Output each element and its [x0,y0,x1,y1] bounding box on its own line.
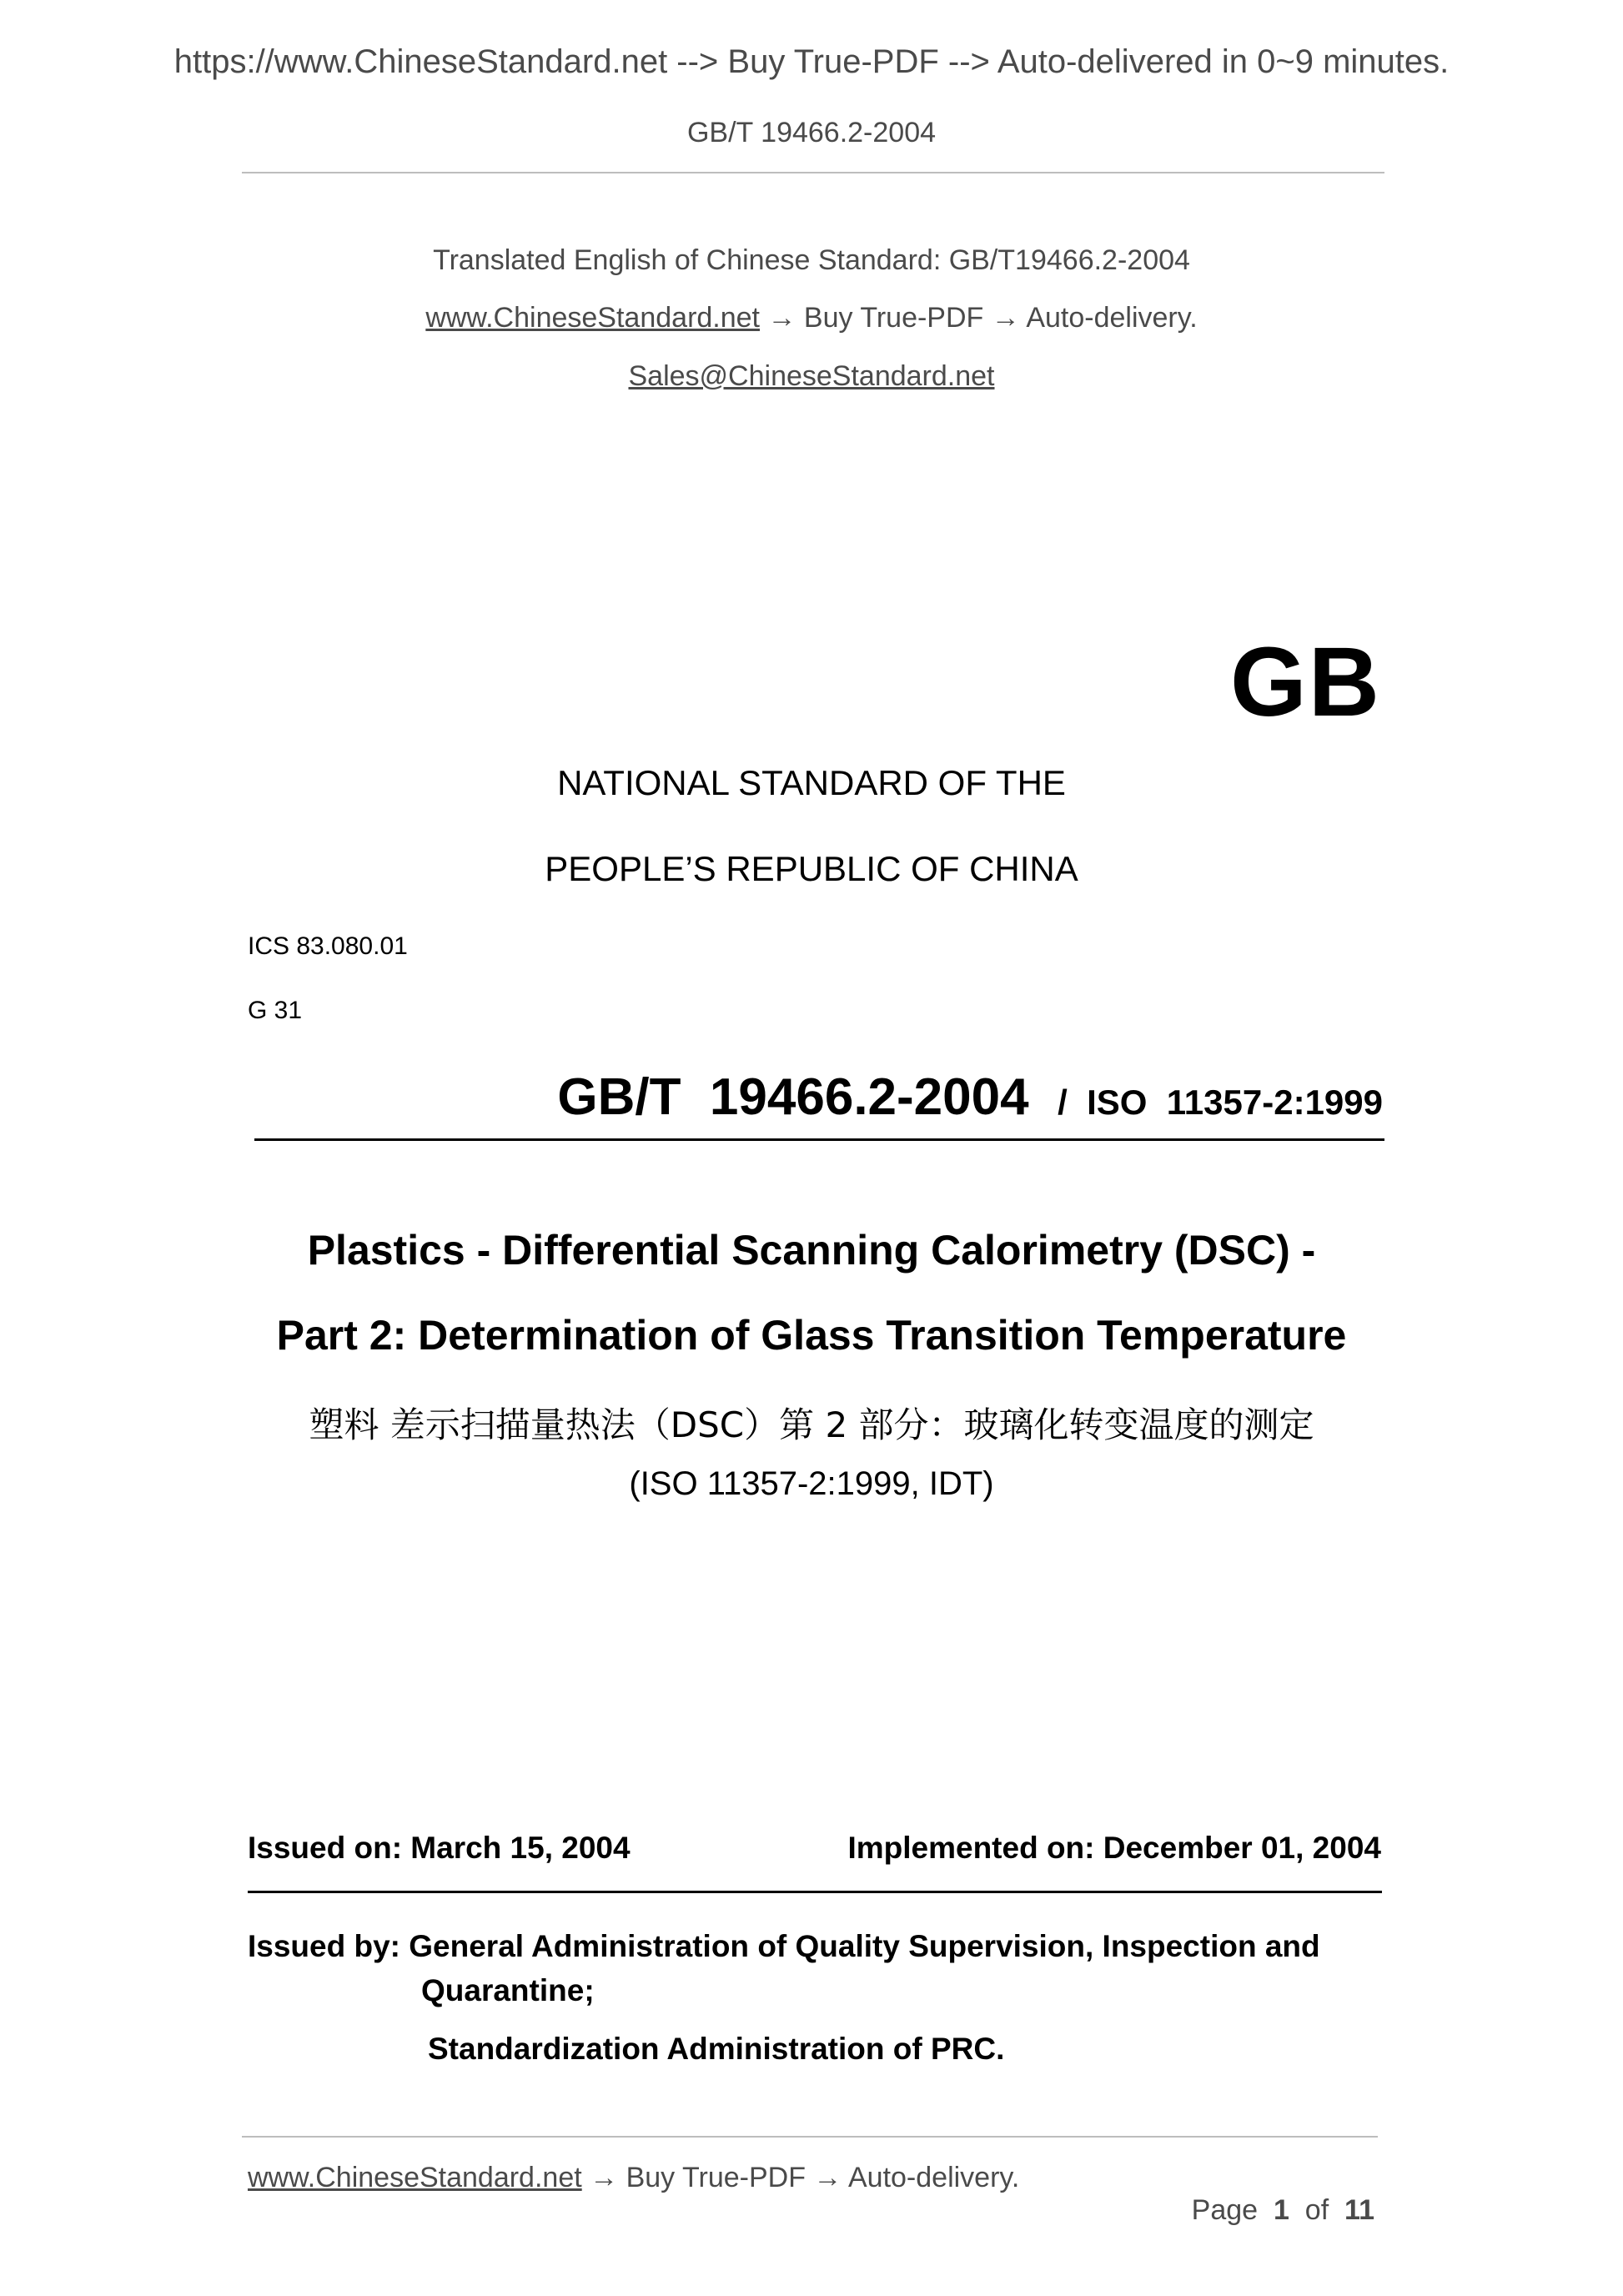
of-label: of [1304,2194,1329,2226]
header-code: GB/T 19466.2-2004 [686,117,937,148]
standard-number-line [550,1053,1383,1127]
title-line-1: Plastics - Differential Scanning Calorimetry (DSC) - [307,1227,1316,1274]
site-link[interactable]: www.ChineseStandard.net [425,302,761,334]
footer-site-link[interactable]: www.ChineseStandard.net [248,2162,582,2193]
issued-by-line-2: Quarantine; [421,1973,595,2007]
class-code: G 31 [248,997,303,1024]
footer-site-rest: → Buy True-PDF → Auto-delivery. [581,2162,1020,2193]
page-total: 11 [1344,2194,1374,2226]
sales-email-link[interactable]: Sales@ChineseStandard.net [628,360,995,392]
footer-site-line [248,2162,1019,2194]
ics-code: ICS 83.080.01 [248,932,408,960]
top-banner: https://www.ChineseStandard.net --> Buy True-PDF --> Auto-delivered in 0~9 minutes. [173,43,1450,80]
site-line [0,302,1623,334]
sales-email-line [0,360,1623,393]
header-divider [242,172,1384,173]
iso-reference: / ISO 11357-2:1999 [1058,1083,1383,1122]
translated-line: Translated English of Chinese Standard: GB/T19466.2-2004 [433,244,1190,276]
number-divider [254,1138,1384,1141]
site-line-rest: → Buy True-PDF → Auto-delivery. [760,302,1198,334]
national-line-1: NATIONAL STANDARD OF THE [557,763,1066,802]
national-line-2: PEOPLE’S REPUBLIC OF CHINA [545,849,1078,888]
dates-divider [248,1891,1382,1893]
issued-by-line-1: Issued by: General Administration of Quality Supervision, Inspection and [248,1929,1320,1963]
page-number: 1 [1273,2194,1289,2226]
standard-number: GB/T 19466.2-2004 [557,1068,1029,1126]
implemented-on: Implemented on: December 01, 2004 [847,1831,1381,1865]
page-label: Page [1191,2194,1259,2226]
equivalence-note: (ISO 11357-2:1999, IDT) [629,1465,994,1502]
gb-logo: GB [1230,627,1381,737]
issued-by-line-3: Standardization Administration of PRC. [428,2032,1005,2066]
footer-divider [242,2136,1378,2138]
issued-on: Issued on: March 15, 2004 [248,1831,631,1865]
chinese-title: 塑料 差示扫描量热法（DSC）第 2 部分：玻璃化转变温度的测定 [309,1404,1314,1445]
title-line-2: Part 2: Determination of Glass Transition Temperature [276,1312,1347,1359]
page-indicator [1176,2162,1374,2227]
